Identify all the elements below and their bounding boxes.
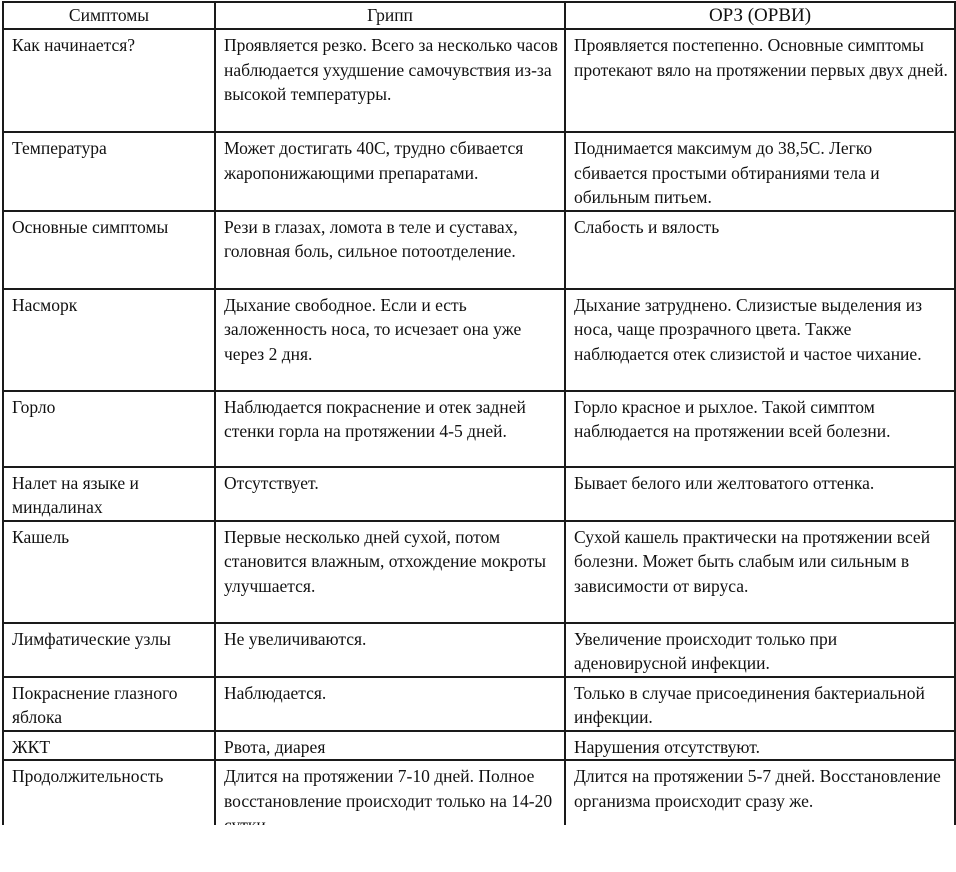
flu-cell: Рвота, диарея bbox=[215, 731, 565, 761]
table-row bbox=[3, 521, 955, 623]
orz-cell: Проявляется постепенно. Основные симптомы протекают вяло на протяжении первых двух дней. bbox=[565, 29, 955, 132]
symptom-cell: Насморк bbox=[3, 289, 215, 391]
orz-cell: Горло красное и рыхлое. Такой симптом наблюдается на протяжении всей болезни. bbox=[565, 391, 955, 467]
table-row bbox=[3, 731, 955, 761]
symptom-cell: ЖКТ bbox=[3, 731, 215, 761]
flu-cell: Первые несколько дней сухой, потом становится влажным, отхождение мокроты улучшается. bbox=[215, 521, 565, 623]
orz-cell: Бывает белого или желтоватого оттенка. bbox=[565, 467, 955, 521]
symptom-cell: Налет на языке и миндалинах bbox=[3, 467, 215, 521]
symptom-cell: Кашель bbox=[3, 521, 215, 623]
symptom-cell: Покраснение глазного яблока bbox=[3, 677, 215, 731]
table-row bbox=[3, 623, 955, 677]
table-row bbox=[3, 132, 955, 211]
symptom-cell: Как начинается? bbox=[3, 29, 215, 132]
table-header-row bbox=[3, 2, 955, 29]
symptom-cell: Горло bbox=[3, 391, 215, 467]
orz-cell: Слабость и вялость bbox=[565, 211, 955, 289]
header-symptoms: Симптомы bbox=[3, 2, 215, 29]
orz-cell: Поднимается максимум до 38,5С. Легко сбивается простыми обтираниями тела и обильным питьем. bbox=[565, 132, 955, 211]
table-row bbox=[3, 289, 955, 391]
flu-cell: Не увеличиваются. bbox=[215, 623, 565, 677]
orz-cell: Дыхание затруднено. Слизистые выделения из носа, чаще прозрачного цвета. Также наблюдается отек слизистой и частое чихание. bbox=[565, 289, 955, 391]
orz-cell: Увеличение происходит только при аденовирусной инфекции. bbox=[565, 623, 955, 677]
flu-cell: Отсутствует. bbox=[215, 467, 565, 521]
header-orz: ОРЗ (ОРВИ) bbox=[565, 2, 955, 29]
symptom-cell: Лимфатические узлы bbox=[3, 623, 215, 677]
table-row bbox=[3, 677, 955, 731]
flu-cell: Рези в глазах, ломота в теле и суставах, головная боль, сильное потоотделение. bbox=[215, 211, 565, 289]
symptom-cell: Продолжительность bbox=[3, 760, 215, 839]
flu-cell: Может достигать 40С, трудно сбивается жаропонижающими препаратами. bbox=[215, 132, 565, 211]
flu-cell: Проявляется резко. Всего за несколько часов наблюдается ухудшение самочувствия из-за высокой температуры. bbox=[215, 29, 565, 132]
orz-cell: Длится на протяжении 5-7 дней. Восстановление организма происходит сразу же. bbox=[565, 760, 955, 839]
orz-cell: Нарушения отсутствуют. bbox=[565, 731, 955, 761]
table-row bbox=[3, 467, 955, 521]
table-row bbox=[3, 211, 955, 289]
table-row bbox=[3, 29, 955, 132]
flu-cell: Длится на протяжении 7-10 дней. Полное восстановление происходит только на 14-20 bbox=[215, 760, 565, 839]
flu-vs-orz-table bbox=[2, 1, 956, 840]
orz-cell: Сухой кашель практически на протяжении всей болезни. Может быть слабым или сильным в зависимости от вируса. bbox=[565, 521, 955, 623]
flu-cell: Дыхание свободное. Если и есть заложенность носа, то исчезает она уже через 2 дня. bbox=[215, 289, 565, 391]
orz-cell: Только в случае присоединения бактериальной инфекции. bbox=[565, 677, 955, 731]
page-bottom-blank bbox=[0, 825, 956, 872]
symptom-cell: Основные симптомы bbox=[3, 211, 215, 289]
header-flu: Грипп bbox=[215, 2, 565, 29]
symptom-cell: Температура bbox=[3, 132, 215, 211]
flu-cell: Наблюдается. bbox=[215, 677, 565, 731]
table-row bbox=[3, 391, 955, 467]
flu-cell: Наблюдается покраснение и отек задней стенки горла на протяжении 4-5 дней. bbox=[215, 391, 565, 467]
